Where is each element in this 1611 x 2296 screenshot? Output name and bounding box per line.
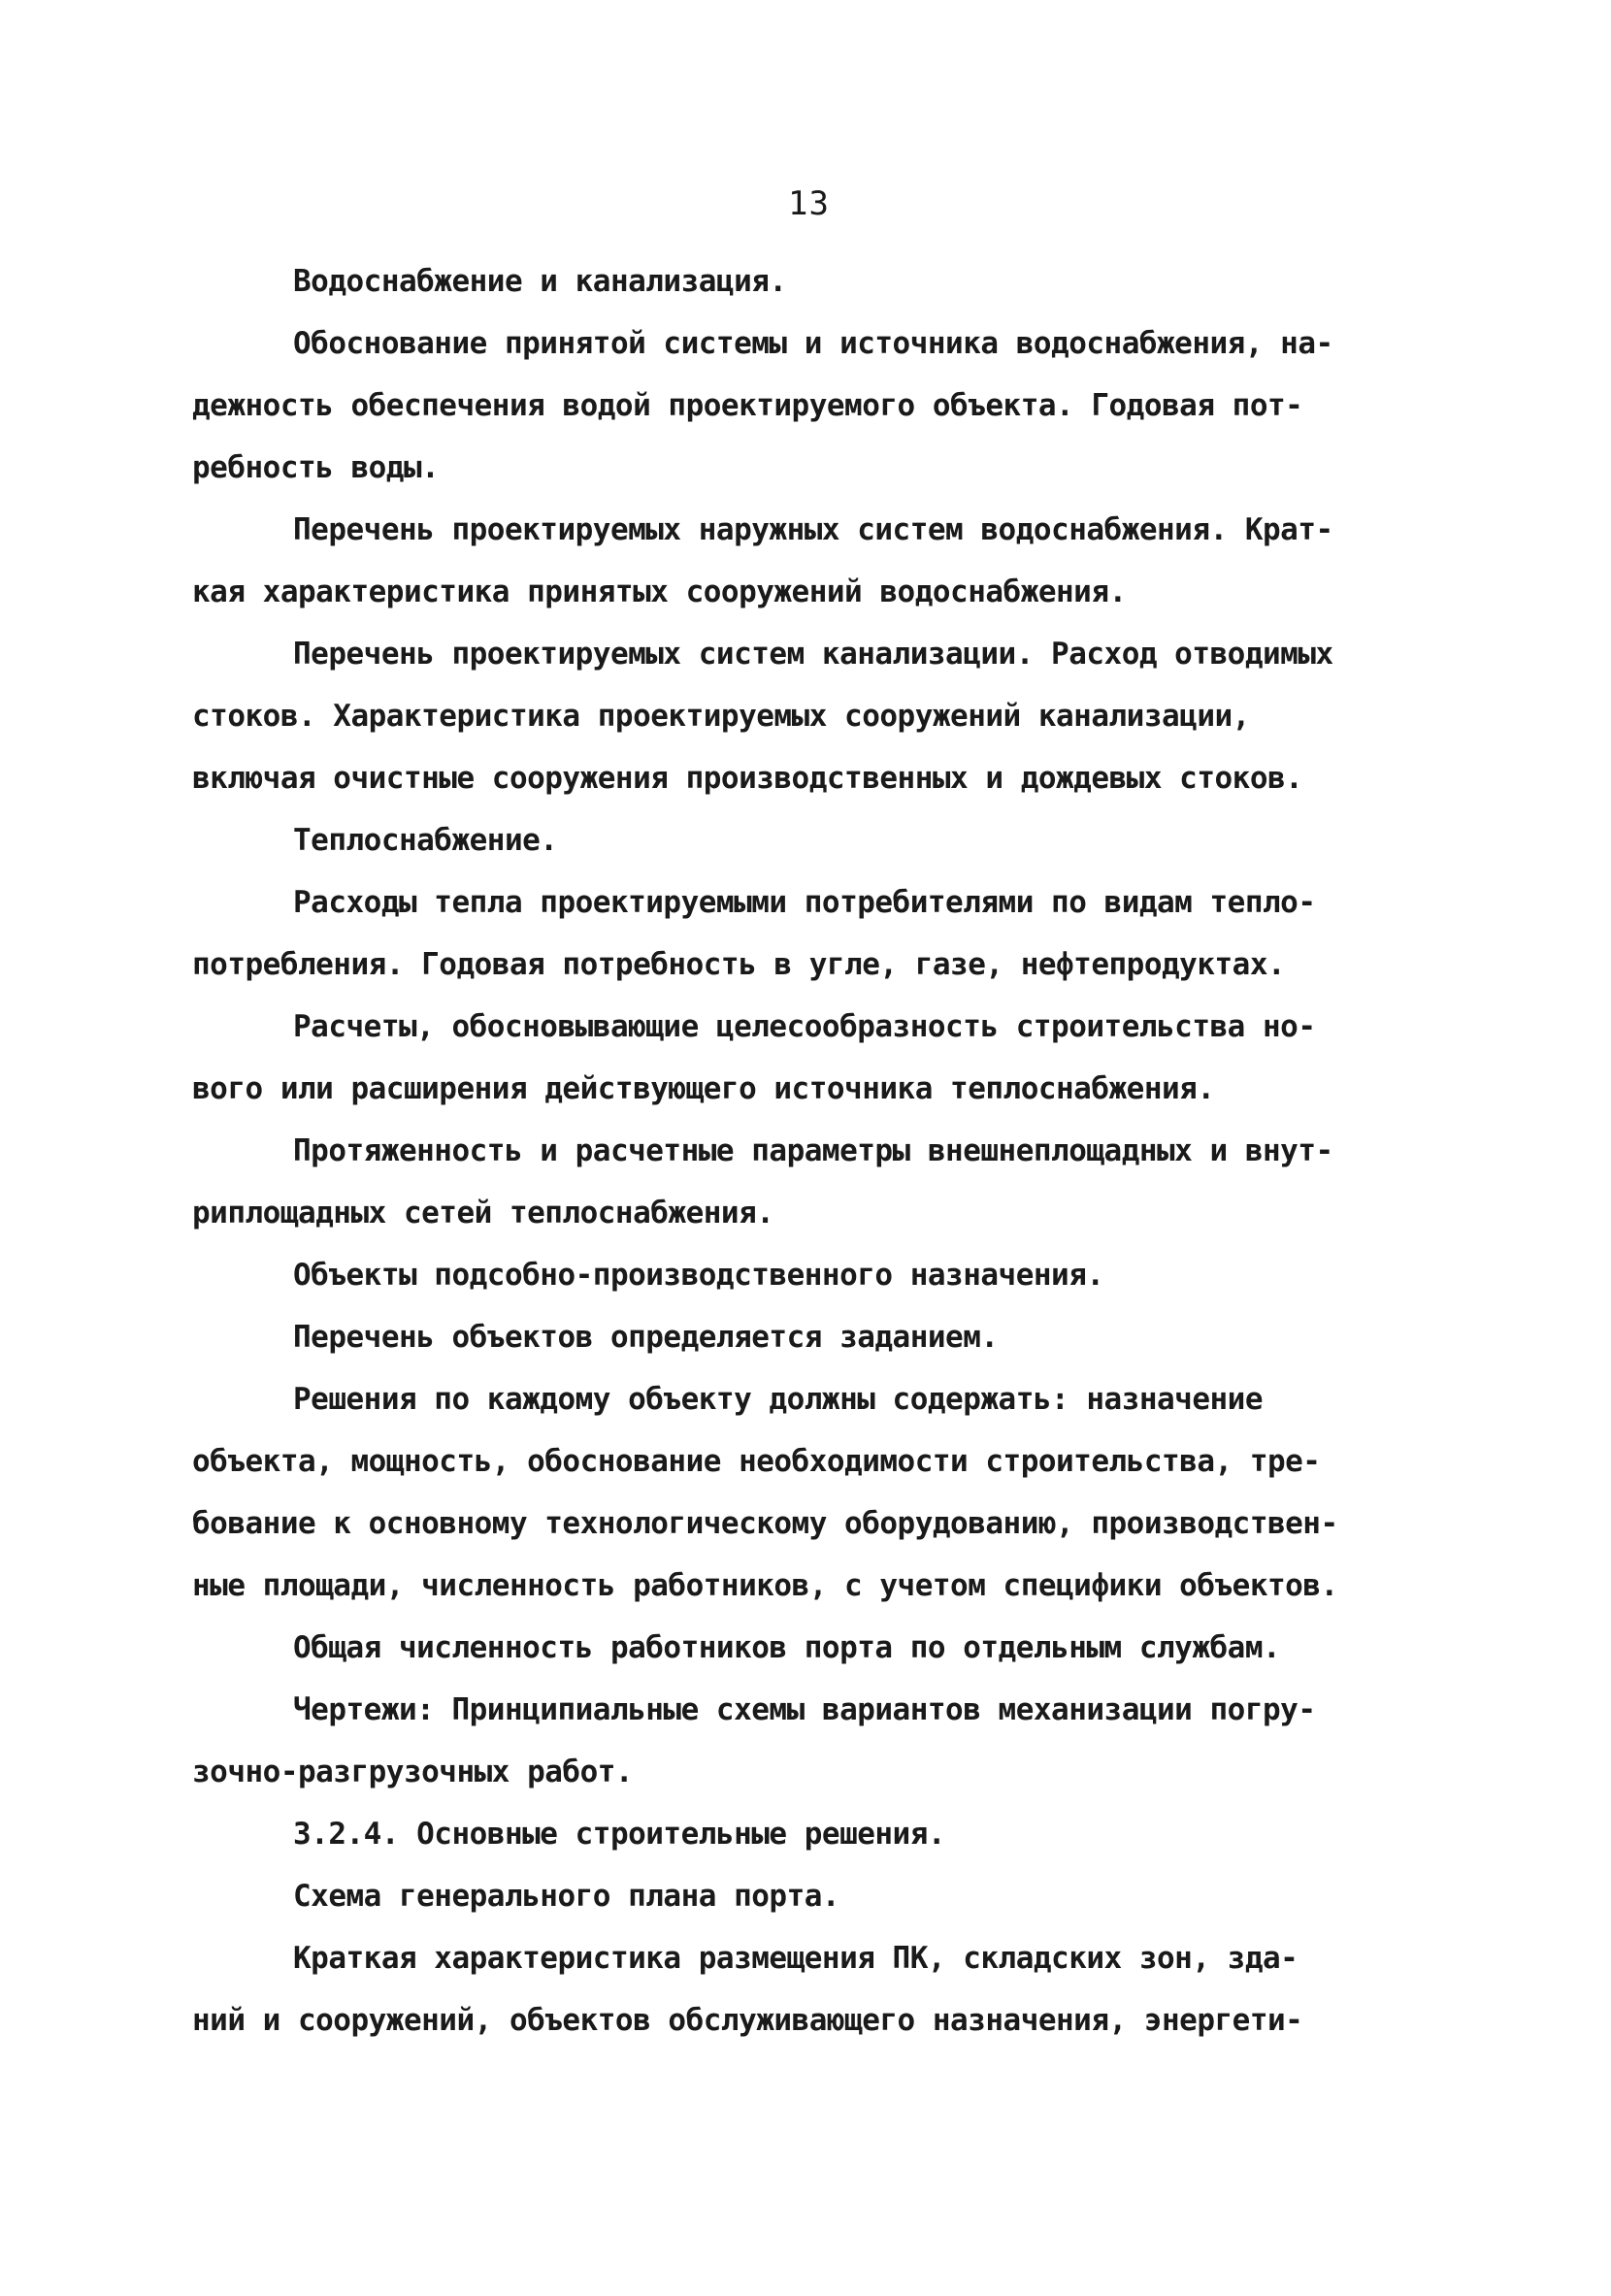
text-line: Перечень проектируемых наружных систем водоснабжения. Крат-: [293, 512, 1333, 547]
text-line: 3.2.4. Основные строительные решения.: [293, 1817, 946, 1852]
text-line: стоков. Характеристика проектируемых сооружений канализации,: [192, 699, 1250, 734]
text-line: Расходы тепла проектируемыми потребителями по видам тепло-: [293, 885, 1316, 920]
text-line: Водоснабжение и канализация.: [293, 264, 787, 299]
text-line: Обоснование принятой системы и источника водоснабжения, на-: [293, 326, 1333, 361]
text-line: зочно-разгрузочных работ.: [192, 1755, 634, 1789]
text-line: риплощадных сетей теплоснабжения.: [192, 1196, 774, 1230]
text-line: Краткая характеристика размещения ПК, складских зон, зда-: [293, 1941, 1299, 1976]
text-line: дежность обеспечения водой проектируемого объекта. Годовая пот-: [192, 388, 1303, 423]
text-line: потребления. Годовая потребность в угле, газе, нефтепродуктах.: [192, 947, 1286, 982]
text-line: Перечень проектируемых систем канализации. Расход отводимых: [293, 637, 1333, 672]
text-line: кая характеристика принятых сооружений водоснабжения.: [192, 574, 1127, 609]
text-line: ребность воды.: [192, 450, 440, 485]
text-line: Объекты подсобно-производственного назначения.: [293, 1258, 1104, 1293]
text-line: Чертежи: Принципиальные схемы вариантов механизации погру-: [293, 1692, 1316, 1727]
text-line: Расчеты, обосновывающие целесообразность строительства но-: [293, 1009, 1316, 1044]
text-line: Общая численность работников порта по отдельным службам.: [293, 1630, 1281, 1665]
text-line: Перечень объектов определяется заданием.: [293, 1320, 999, 1355]
body-text: [192, 250, 1444, 2051]
text-line: вого или расширения действующего источника теплоснабжения.: [192, 1071, 1215, 1106]
text-line: ные площади, численность работников, с учетом специфики объектов.: [192, 1568, 1338, 1603]
text-line: включая очистные сооружения производственных и дождевых стоков.: [192, 761, 1303, 796]
text-line: объекта, мощность, обоснование необходимости строительства, тре-: [192, 1444, 1321, 1479]
page-number: 13: [788, 184, 830, 223]
text-line: Протяженность и расчетные параметры внешнеплощадных и внут-: [293, 1133, 1333, 1168]
text-line: Теплоснабжение.: [293, 823, 558, 858]
text-line: бование к основному технологическому оборудованию, производствен-: [192, 1506, 1338, 1541]
text-line: Решения по каждому объекту должны содержать: назначение: [293, 1382, 1263, 1417]
text-line: ний и сооружений, объектов обслуживающего назначения, энергети-: [192, 2003, 1303, 2038]
text-line: Схема генерального плана порта.: [293, 1879, 840, 1914]
